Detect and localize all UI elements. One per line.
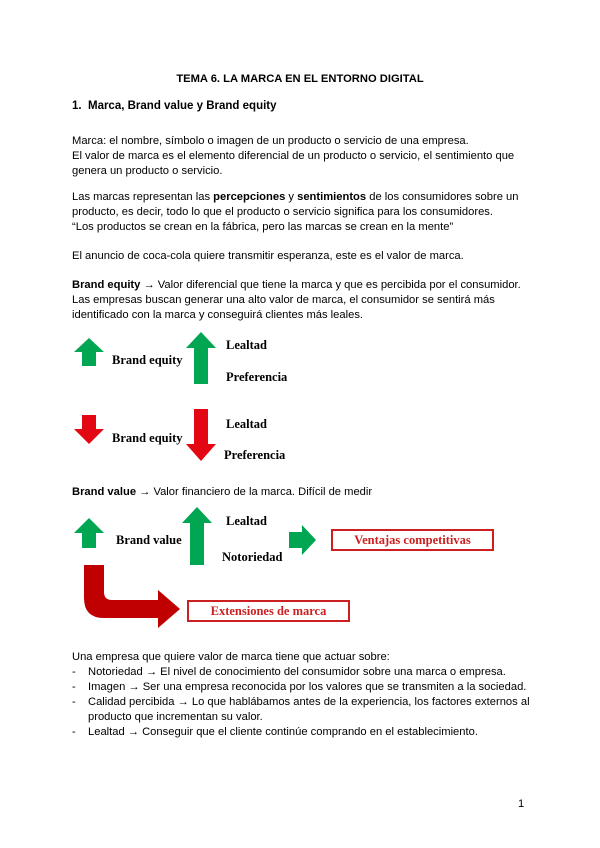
text-line: Marca: el nombre, símbolo o imagen de un producto o servicio de una empresa. — [72, 135, 469, 147]
bold-term: Brand value — [72, 486, 137, 498]
list-item — [72, 680, 532, 695]
text-run: → Valor diferencial que tiene la marca y que es percibida por el consumidor. — [140, 279, 521, 291]
diagram-label-lealtad: Lealtad — [226, 514, 267, 528]
list-dash: - — [72, 726, 76, 738]
text-line: Notoriedad → El nivel de conocimiento del consumidor sobre una marca o empresa. — [88, 666, 506, 678]
text-line: producto, es decir, todo lo que el producto o servicio significa para los consumidores. — [72, 206, 494, 218]
arrow-up-icon — [182, 507, 212, 565]
curved-arrow-icon — [84, 565, 180, 628]
list-item — [72, 665, 532, 680]
arrow-up-icon — [74, 518, 104, 548]
page-number: 1 — [518, 798, 525, 810]
text-line — [72, 485, 528, 500]
diagram-label-notoriedad: Notoriedad — [222, 550, 283, 564]
text-line: producto que incrementan su valor. — [88, 711, 263, 723]
text-run: Las marcas representan las — [72, 191, 214, 203]
list-item — [72, 725, 532, 740]
text-line: El anuncio de coca-cola quiere transmitir esperanza, este es el valor de marca. — [72, 250, 464, 262]
extensiones-de-marca-box: Extensiones de marca — [187, 600, 350, 622]
bold-term: percepciones — [213, 191, 286, 203]
text-line: Las empresas buscan generar una alto valor de marca, el consumidor se sentirá más — [72, 294, 495, 306]
text-line: El valor de marca es el elemento diferencial de un producto o servicio, el sentimiento que — [72, 150, 515, 162]
list-dash: - — [72, 696, 76, 708]
actions-list — [72, 650, 532, 740]
diagram-label-preferencia: Preferencia — [226, 370, 288, 384]
bold-term: sentimientos — [297, 191, 367, 203]
text-line: Calidad percibida → Lo que hablábamos antes de la experiencia, los factores externos al — [88, 696, 530, 708]
paragraph-brand-value — [72, 485, 528, 500]
document-title: TEMA 6. LA MARCA EN EL ENTORNO DIGITAL — [176, 73, 424, 85]
text-line: “Los productos se crean en la fábrica, pero las marcas se crean en la mente” — [72, 221, 454, 233]
diagram-label-brand-value: Brand value — [116, 533, 182, 547]
list-dash: - — [72, 681, 76, 693]
text-line: genera un producto o servicio. — [72, 165, 223, 177]
arrow-down-icon — [74, 415, 104, 444]
arrow-right-icon — [289, 525, 316, 555]
arrow-up-icon — [74, 338, 104, 366]
diagram-label-brand-equity-up: Brand equity — [112, 353, 183, 367]
diagram-label-preferencia: Preferencia — [224, 448, 286, 462]
list-dash: - — [72, 666, 76, 678]
section-title: Marca, Brand value y Brand equity — [87, 100, 277, 112]
arrow-down-icon — [186, 409, 216, 461]
text-line: identificado con la marca y conseguirá clientes más leales. — [72, 309, 364, 321]
arrow-up-icon — [186, 332, 216, 384]
bold-term: Brand equity — [72, 279, 141, 291]
diagram-label-lealtad: Lealtad — [226, 417, 267, 431]
text-run: y — [285, 191, 298, 203]
list-item — [72, 695, 532, 725]
text-line: Imagen → Ser una empresa reconocida por los valores que se transmiten a la sociedad. — [88, 681, 527, 693]
diagram-label-brand-equity-down: Brand equity — [112, 431, 183, 445]
text-run: → Valor financiero de la marca. Difícil de medir — [136, 486, 373, 498]
section-number: 1. — [72, 100, 82, 112]
text-run: de los consumidores sobre un — [366, 191, 519, 203]
list-intro: Una empresa que quiere valor de marca tiene que actuar sobre: — [72, 651, 390, 663]
ventajas-competitivas-box: Ventajas competitivas — [331, 529, 494, 551]
diagram-label-lealtad: Lealtad — [226, 338, 267, 352]
text-line: Lealtad → Conseguir que el cliente continúe comprando en el establecimiento. — [88, 726, 478, 738]
